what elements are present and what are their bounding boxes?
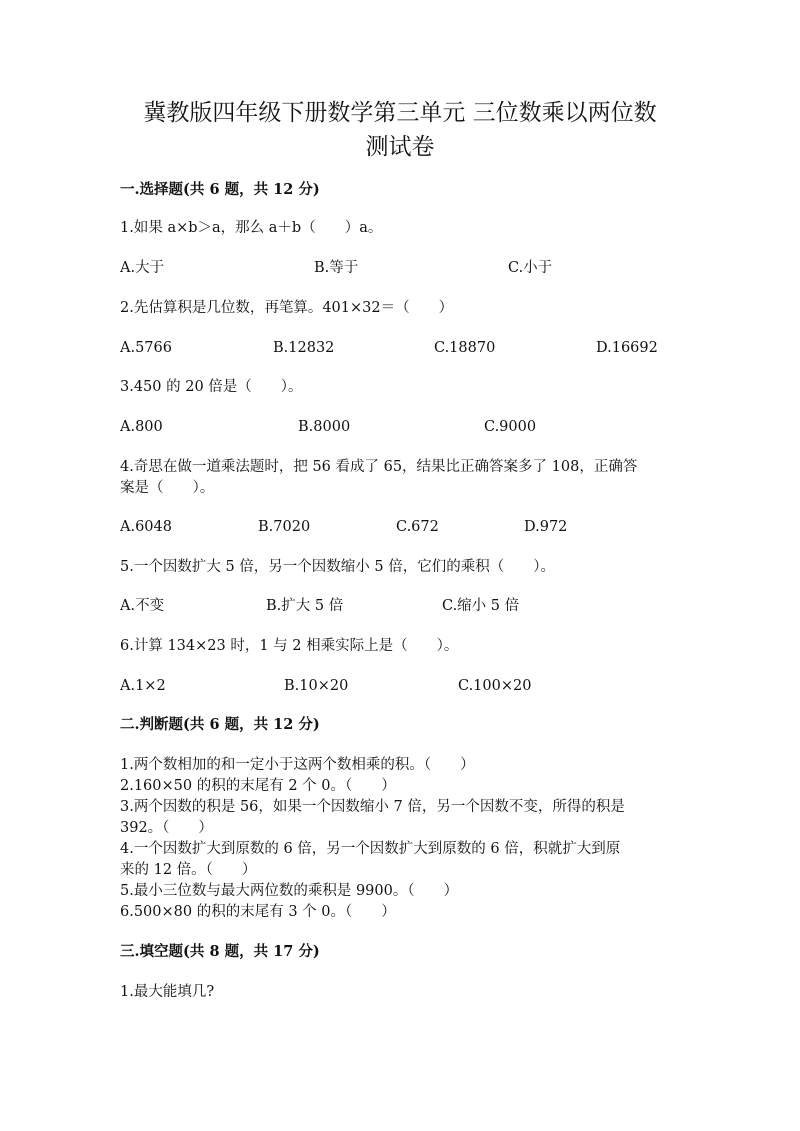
q2-option-b: B.12832 [273,340,335,356]
q4-option-a: A.6048 [120,519,172,535]
judgment-line: 2.160×50 的积的末尾有 2 个 0。（ ） [120,778,396,794]
judgment-line: 6.500×80 的积的末尾有 3 个 0。（ ） [120,904,396,920]
q5-option-a: A.不变 [120,598,165,614]
q4-option-b: B.7020 [258,519,311,535]
q3-option-b: B.8000 [298,419,351,435]
section-heading-judgment: 二.判断题(共 6 题，共 12 分) [120,716,320,733]
q1-option-b: B.等于 [314,260,359,276]
q2-option-a: A.5766 [120,340,172,356]
question-4-line-2: 案是（ ）。 [120,480,215,496]
question-2: 2.先估算积是几位数，再笔算。401×32＝（ ） [120,300,454,316]
question-1: 1.如果 a×b＞a，那么 a＋b（ ）a。 [120,220,383,236]
section-heading-choice: 一.选择题(共 6 题，共 12 分) [120,181,320,198]
q6-option-a: A.1×2 [120,678,166,694]
question-5: 5.一个因数扩大 5 倍，另一个因数缩小 5 倍，它们的乘积（ ）。 [120,559,555,575]
title-line-1: 冀教版四年级下册数学第三单元 三位数乘以两位数 [143,100,657,126]
judgment-line: 4.一个因数扩大到原数的 6 倍，另一个因数扩大到原数的 6 倍，积就扩大到原 [120,841,621,857]
q5-option-b: B.扩大 5 倍 [266,598,344,614]
page-title [100,96,700,164]
q6-option-c: C.100×20 [458,678,532,694]
q3-option-c: C.9000 [484,419,537,435]
judgment-line: 392。（ ） [120,820,213,836]
section-heading-fill-in: 三.填空题(共 8 题，共 17 分) [120,943,320,960]
fill-in-question-1: 1.最大能填几? [120,984,215,1000]
q2-option-d: D.16692 [596,340,658,356]
judgment-line: 5.最小三位数与最大两位数的乘积是 9900。（ ） [120,883,459,899]
q4-option-c: C.672 [396,519,439,535]
q2-option-c: C.18870 [434,340,496,356]
q4-option-d: D.972 [524,519,568,535]
judgment-line: 3.两个因数的积是 56，如果一个因数缩小 7 倍，另一个因数不变，所得的积是 [120,799,625,815]
q6-option-b: B.10×20 [284,678,349,694]
question-4-line-1: 4.奇思在做一道乘法题时，把 56 看成了 65，结果比正确答案多了 108，正确答 [120,459,638,475]
judgment-line: 1.两个数相加的和一定小于这两个数相乘的积。（ ） [120,757,475,773]
q1-option-c: C.小于 [508,260,553,276]
q5-option-c: C.缩小 5 倍 [442,598,520,614]
q1-option-a: A.大于 [120,260,165,276]
question-3: 3.450 的 20 倍是（ ）。 [120,379,303,395]
q3-option-a: A.800 [120,419,163,435]
judgment-line: 来的 12 倍。（ ） [120,862,257,878]
title-line-2: 测试卷 [365,134,435,160]
question-6: 6.计算 134×23 时，1 与 2 相乘实际上是（ ）。 [120,638,459,654]
